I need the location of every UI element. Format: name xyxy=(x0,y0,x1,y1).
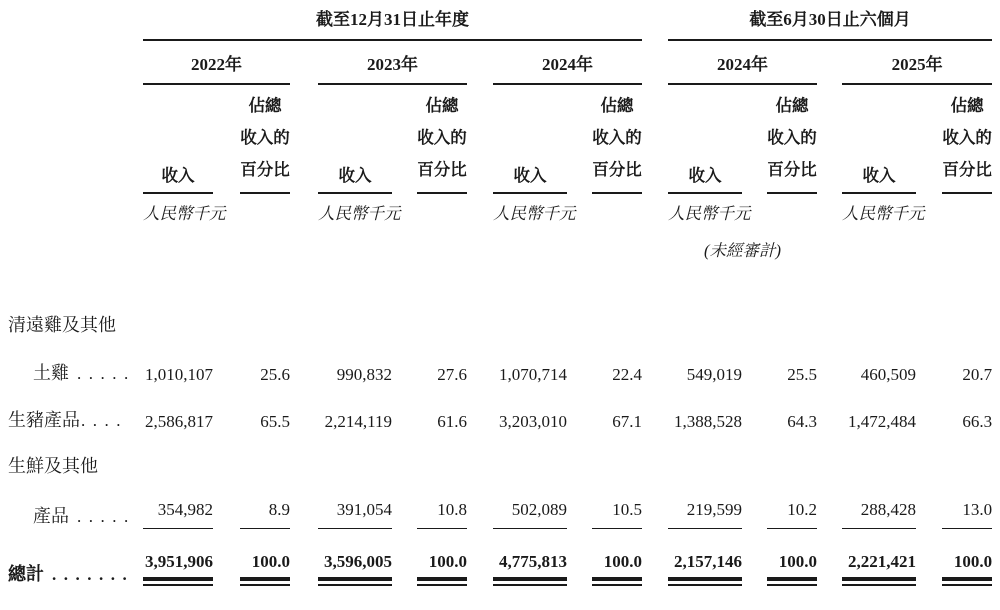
year-header: 2024年 xyxy=(668,40,817,84)
table-row xyxy=(8,337,992,385)
year-header: 2024年 xyxy=(493,40,642,84)
unit-note: 人民幣千元 xyxy=(842,204,925,223)
revenue-col-header: 收入 xyxy=(493,84,567,193)
cell-value: 25.6 xyxy=(260,365,290,384)
cell-value: 61.6 xyxy=(437,412,467,431)
cell-value: 990,832 xyxy=(336,365,392,384)
cell-value: 10.5 xyxy=(592,478,642,528)
revenue-col-header: 收入 xyxy=(143,84,213,193)
row-label: 土雞 xyxy=(33,363,69,383)
cell-value: 1,010,107 xyxy=(145,365,213,384)
cell-value: 354,982 xyxy=(143,478,213,528)
pct-col-header: 佔總 收入的 百分比 xyxy=(417,84,467,193)
leader-dots: .... xyxy=(81,411,128,430)
cell-value: 2,214,119 xyxy=(324,412,392,431)
double-rule xyxy=(942,577,992,586)
cell-value: 25.5 xyxy=(787,365,818,384)
revenue-table xyxy=(8,0,992,586)
total-value: 2,221,421 xyxy=(848,552,917,571)
unaudited-note: (未經審計) xyxy=(704,241,782,260)
table-row xyxy=(8,385,992,432)
row-label: 生鮮及其他 xyxy=(8,456,98,476)
total-value: 3,951,906 xyxy=(145,552,213,571)
table-row xyxy=(8,267,992,337)
cell-value: 1,070,714 xyxy=(499,365,567,384)
total-value: 100.0 xyxy=(603,552,643,571)
cell-value: 391,054 xyxy=(318,478,392,528)
total-row xyxy=(8,528,992,586)
total-value: 4,775,813 xyxy=(499,552,567,571)
total-value: 100.0 xyxy=(428,552,467,571)
unit-note: 人民幣千元 xyxy=(493,204,576,223)
total-value: 100.0 xyxy=(953,552,993,571)
double-rule xyxy=(417,577,467,586)
year-header: 2022年 xyxy=(143,40,290,84)
double-rule xyxy=(493,577,567,586)
double-rule xyxy=(668,577,742,586)
total-label: 總計 xyxy=(8,564,44,584)
cell-value: 460,509 xyxy=(860,365,917,384)
table-row xyxy=(8,478,992,528)
cell-value: 1,472,484 xyxy=(848,412,917,431)
revenue-col-header: 收入 xyxy=(842,84,916,193)
leader-dots: ..... xyxy=(77,364,136,383)
pct-col-header: 佔總 收入的 百分比 xyxy=(942,84,992,193)
cell-value: 67.1 xyxy=(612,412,643,431)
cell-value: 66.3 xyxy=(962,412,993,431)
total-value: 3,596,005 xyxy=(324,552,392,571)
unit-note: 人民幣千元 xyxy=(143,204,226,223)
revenue-col-header: 收入 xyxy=(668,84,742,193)
cell-value: 288,428 xyxy=(842,478,916,528)
cell-value: 2,586,817 xyxy=(145,412,213,431)
cell-value: 27.6 xyxy=(437,365,467,384)
pct-col-header: 佔總 收入的 百分比 xyxy=(240,84,290,193)
cell-value: 502,089 xyxy=(493,478,567,528)
total-value: 100.0 xyxy=(778,552,818,571)
cell-value: 22.4 xyxy=(612,365,643,384)
period-header-row xyxy=(8,0,992,40)
cell-value: 219,599 xyxy=(668,478,742,528)
cell-value: 549,019 xyxy=(686,365,743,384)
double-rule xyxy=(318,577,392,586)
unaudited-row xyxy=(8,229,992,267)
cell-value: 8.9 xyxy=(240,478,290,528)
pct-col-header: 佔總 收入的 百分比 xyxy=(767,84,817,193)
table-row xyxy=(8,432,992,478)
cell-value: 65.5 xyxy=(260,412,290,431)
cell-value: 1,388,528 xyxy=(674,412,743,431)
leader-dots: ....... xyxy=(52,565,135,584)
leader-dots: ..... xyxy=(77,507,136,526)
double-rule xyxy=(842,577,916,586)
cell-value: 10.2 xyxy=(767,478,817,528)
cell-value: 13.0 xyxy=(942,478,992,528)
cell-value: 3,203,010 xyxy=(499,412,567,431)
period-header-annual: 截至12月31日止年度 xyxy=(143,0,642,40)
cell-value: 20.7 xyxy=(962,365,993,384)
cell-value: 64.3 xyxy=(787,412,818,431)
unit-note: 人民幣千元 xyxy=(668,204,751,223)
unit-note: 人民幣千元 xyxy=(318,204,401,223)
revenue-col-header: 收入 xyxy=(318,84,392,193)
row-label: 產品 xyxy=(33,506,69,526)
year-header: 2025年 xyxy=(842,40,992,84)
year-header-row xyxy=(8,40,992,84)
double-rule xyxy=(143,577,213,586)
pct-col-header: 佔總 收入的 百分比 xyxy=(592,84,642,193)
year-header: 2023年 xyxy=(318,40,467,84)
double-rule xyxy=(592,577,642,586)
period-header-interim: 截至6月30日止六個月 xyxy=(668,0,992,40)
total-value: 100.0 xyxy=(251,552,290,571)
cell-value: 10.8 xyxy=(417,478,467,528)
double-rule xyxy=(240,577,290,586)
row-label: 生豬產品 xyxy=(8,410,80,430)
double-rule xyxy=(767,577,817,586)
total-value: 2,157,146 xyxy=(674,552,743,571)
row-label: 清遠雞及其他 xyxy=(8,315,116,335)
column-header-row xyxy=(8,84,992,193)
unit-row xyxy=(8,193,992,229)
